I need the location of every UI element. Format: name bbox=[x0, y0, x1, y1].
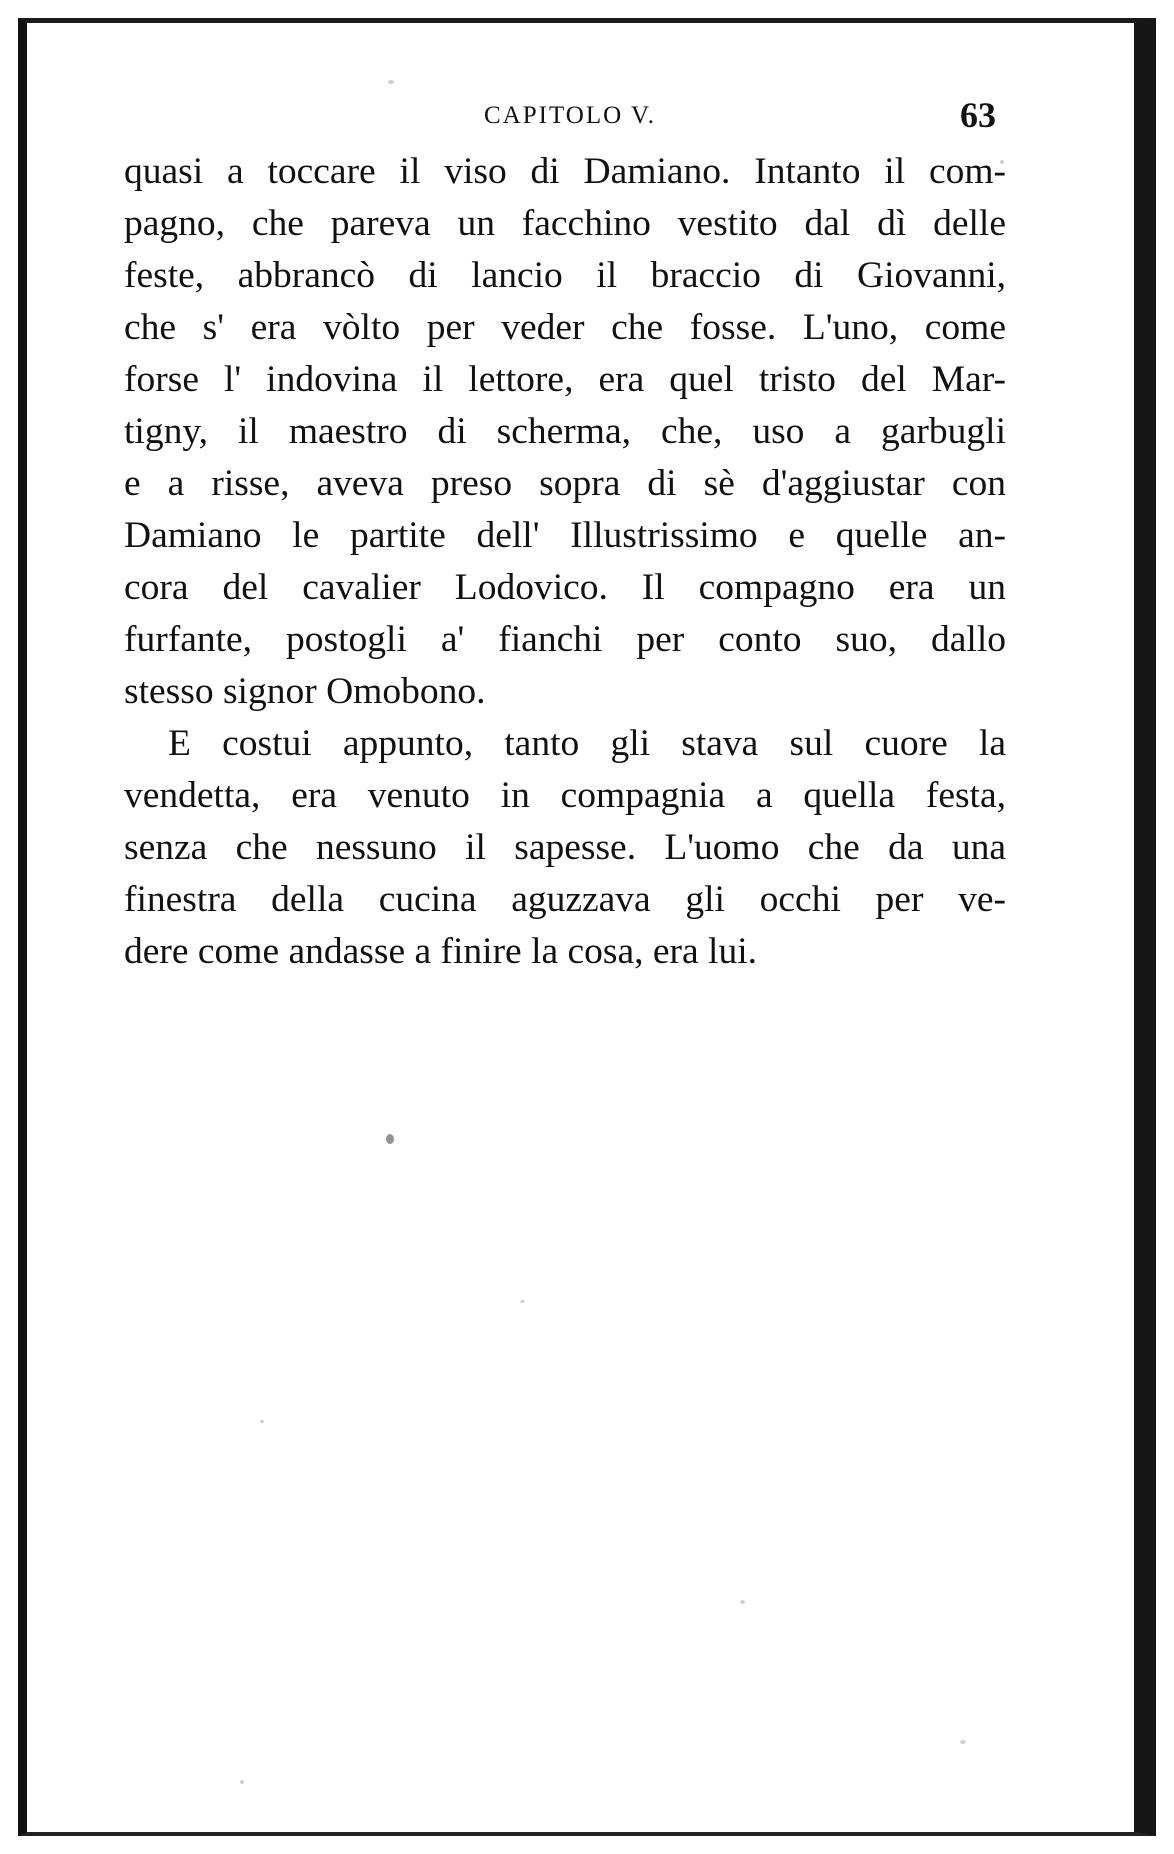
scan-speck bbox=[740, 1600, 745, 1604]
text-line: tigny, il maestro di scherma, che, uso a garbugli bbox=[124, 411, 1006, 452]
text-line: senza che nessuno il sapesse. L'uomo che da una bbox=[124, 827, 1006, 868]
text-line: stesso signor Omobono. bbox=[124, 671, 486, 712]
text-line: feste, abbrancò di lancio il braccio di Giovanni, bbox=[124, 255, 1006, 296]
text-line: furfante, postogli a' fianchi per conto suo, dallo bbox=[124, 619, 1006, 660]
text-line: quasi a toccare il viso di Damiano. Intanto il com- bbox=[124, 151, 1006, 192]
scan-speck bbox=[520, 1300, 525, 1303]
scan-speck bbox=[240, 1780, 244, 1784]
text-line: pagno, che pareva un facchino vestito dal dì delle bbox=[124, 203, 1006, 244]
text-line: cora del cavalier Lodovico. Il compagno era un bbox=[124, 567, 1006, 608]
chapter-title: CAPITOLO V. bbox=[484, 102, 657, 129]
paragraph bbox=[124, 146, 1006, 718]
running-head bbox=[124, 95, 1014, 140]
text-line: Damiano le partite dell' Illustrissimo e quelle an- bbox=[124, 515, 1006, 556]
text-line: finestra della cucina aguzzava gli occhi per ve- bbox=[124, 879, 1006, 920]
scan-speck bbox=[388, 80, 394, 84]
paragraph bbox=[124, 718, 1006, 978]
text-line: che s' era vòlto per veder che fosse. L'uno, come bbox=[124, 307, 1006, 348]
text-line: e a risse, aveva preso sopra di sè d'aggiustar con bbox=[124, 463, 1006, 504]
page-number: 63 bbox=[960, 95, 996, 135]
text-line: vendetta, era venuto in compagnia a quella festa, bbox=[124, 775, 1006, 816]
scan-speck bbox=[260, 1420, 264, 1423]
scan-speck bbox=[386, 1134, 394, 1144]
scan-speck bbox=[960, 1740, 966, 1744]
text-line: forse l' indovina il lettore, era quel tristo del Mar- bbox=[124, 359, 1006, 400]
body-text bbox=[124, 146, 1006, 978]
text-line: E costui appunto, tanto gli stava sul cuore la bbox=[168, 723, 1006, 764]
text-line: dere come andasse a finire la cosa, era lui. bbox=[124, 931, 758, 972]
